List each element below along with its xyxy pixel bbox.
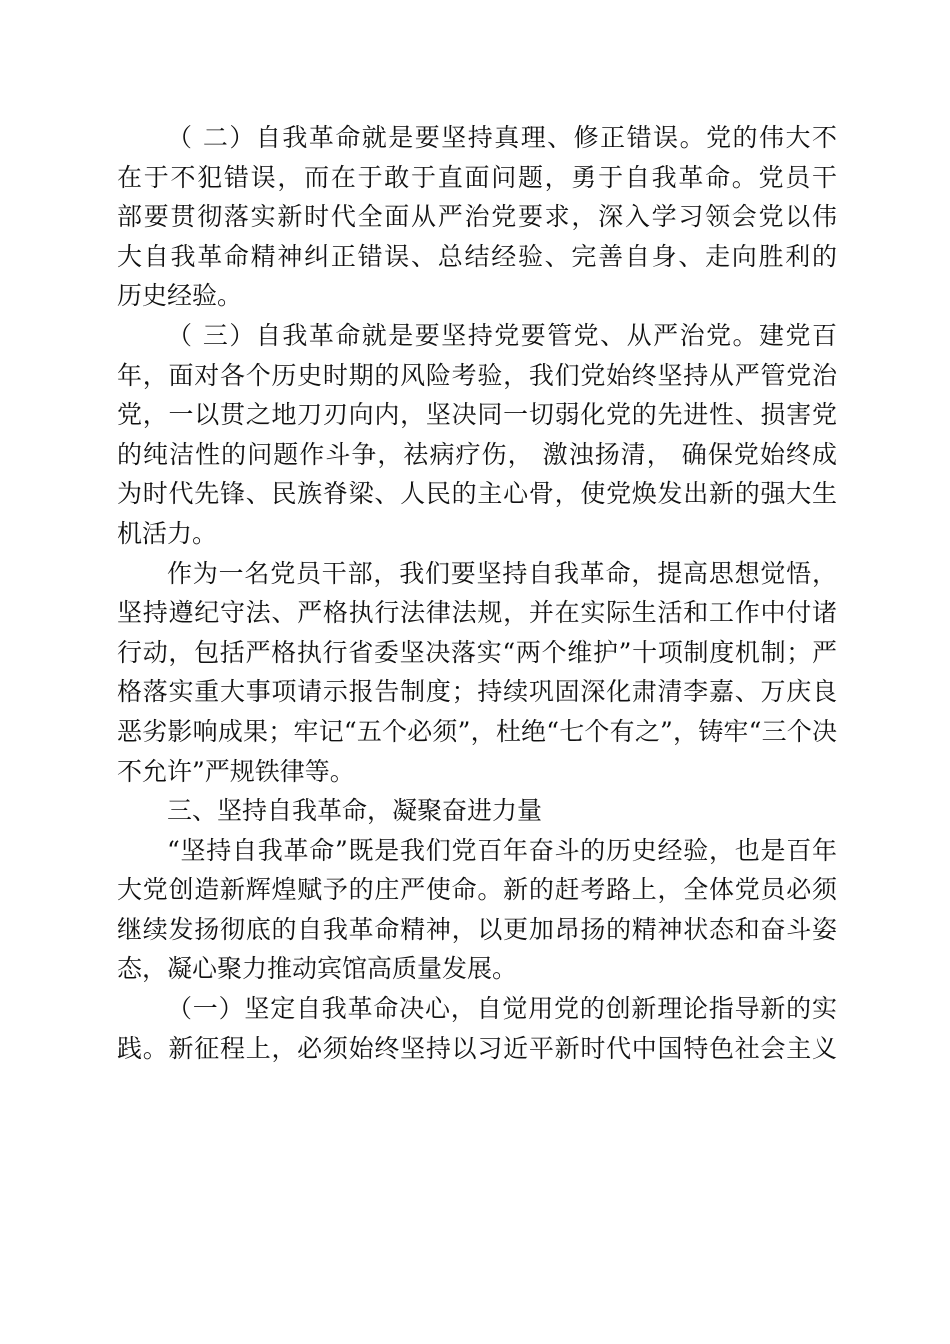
paragraph-historical-experience	[117, 831, 837, 989]
text-line: （ 二）自我革命就是要坚持真理、修正错误。党的伟大不	[167, 123, 837, 152]
paragraph-party-member-duties	[117, 554, 837, 792]
text-line: 历史经验。	[117, 281, 243, 311]
text-line: 恶劣影响成果；牢记“五个必须”，杜绝“七个有之”，铸牢“三个决	[117, 716, 837, 746]
text-line: （一）坚定自我革命决心，自觉用党的创新理论指导新的实	[167, 994, 837, 1024]
text-line: 为时代先锋、民族脊梁、人民的主心骨，使党焕发出新的强大生	[117, 479, 837, 509]
text-line: 态，凝心聚力推动宾馆高质量发展。	[117, 954, 518, 984]
text-line: 部要贯彻落实新时代全面从严治党要求，深入学习领会党以伟	[117, 202, 837, 232]
text-line: 的纯洁性的问题作斗争，祛病疗伤， 激浊扬清， 确保党始终成	[117, 439, 837, 469]
text-line: 年，面对各个历史时期的风险考验，我们党始终坚持从严管党治	[117, 360, 837, 390]
text-line: 大自我革命精神纠正错误、总结经验、完善自身、走向胜利的	[117, 241, 837, 271]
text-line: 在于不犯错误，而在于敢于直面问题，勇于自我革命。党员干	[117, 162, 837, 192]
text-line: 不允许”严规铁律等。	[117, 756, 355, 786]
section-heading-three	[117, 791, 837, 831]
text-line: 党，一以贯之地刀刃向内，坚决同一切弱化党的先进性、损害党	[117, 400, 837, 430]
text-line: 继续发扬彻底的自我革命精神，以更加昂扬的精神状态和奋斗姿	[117, 914, 837, 944]
text-line: 行动，包括严格执行省委坚决落实“两个维护”十项制度机制；严	[117, 637, 837, 667]
text-line: 坚持遵纪守法、严格执行法律法规，并在实际生活和工作中付诸	[117, 598, 837, 628]
paragraph-2-self-revolution-truth	[117, 118, 837, 316]
section-heading: 三、坚持自我革命，凝聚奋进力量	[167, 796, 543, 826]
paragraph-1-firm-determination	[117, 989, 837, 1068]
body-text	[117, 118, 837, 1068]
text-line: 大党创造新辉煌赋予的庄严使命。新的赶考路上，全体党员必须	[117, 875, 837, 905]
text-line: 格落实重大事项请示报告制度；持续巩固深化肃清李嘉、万庆良	[117, 677, 837, 707]
text-line: 践。新征程上，必须始终坚持以习近平新时代中国特色社会主义	[117, 1033, 837, 1063]
text-line: （ 三）自我革命就是要坚持党要管党、从严治党。建党百	[167, 320, 837, 350]
text-line: 作为一名党员干部，我们要坚持自我革命，提高思想觉悟，	[167, 558, 837, 588]
text-line: 机活力。	[117, 518, 218, 548]
text-line: “坚持自我革命”既是我们党百年奋斗的历史经验，也是百年	[167, 835, 837, 865]
paragraph-3-party-self-governance	[117, 316, 837, 554]
